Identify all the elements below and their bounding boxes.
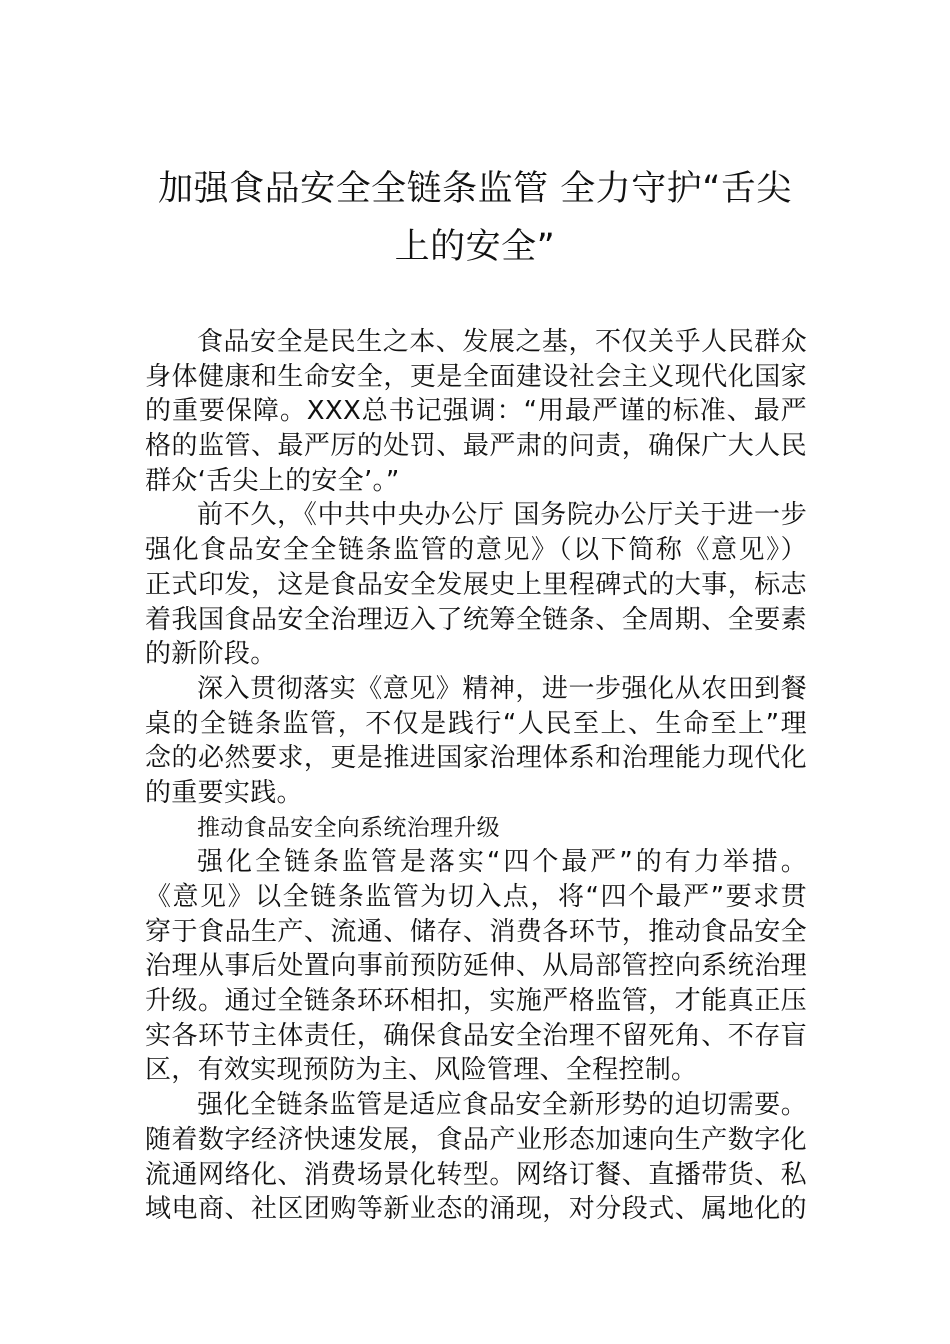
text-line: 升级。通过全链条环环相扣，实施严格监管，才能真正压 (145, 986, 807, 1017)
text-line: 强化食品安全全链条监管的意见》（以下简称《意见》） (145, 535, 807, 566)
text-line: 身体健康和生命安全，更是全面建设社会主义现代化国家 (145, 361, 807, 392)
text-line: 食品安全是民生之本、发展之基，不仅关乎人民群众 (197, 327, 807, 357)
paragraph-four-strictest (145, 845, 807, 1088)
paragraph-intro (145, 325, 807, 498)
title-line-1: 加强食品安全全链条监管 全力守护“舌尖 (158, 169, 792, 209)
text-line: 《意见》以全链条监管为切入点，将“四个最严”要求贯 (145, 882, 807, 912)
text-line: 前不久，《中共中央办公厅 国务院办公厅关于进一步 (197, 500, 807, 531)
title-line-2: 上的安全” (394, 227, 556, 267)
section-heading-text: 推动食品安全向系统治理升级 (197, 814, 500, 841)
text-line: 的重要实践。 (145, 777, 303, 808)
text-line: 正式印发，这是食品安全发展史上里程碑式的大事，标志 (145, 569, 807, 600)
text-line: 域电商、社区团购等新业态的涌现，对分段式、属地化的 (145, 1194, 807, 1225)
document-title (140, 160, 810, 276)
section-heading (145, 811, 807, 846)
text-line: 流通网络化、消费场景化转型。网络订餐、直播带货、私 (145, 1159, 807, 1190)
text-line: 实各环节主体责任，确保食品安全治理不留死角、不存盲 (145, 1020, 807, 1051)
text-line: 桌的全链条监管，不仅是践行“人民至上、生命至上”理 (145, 708, 807, 739)
text-line: 穿于食品生产、流通、储存、消费各环节，推动食品安全 (145, 916, 807, 947)
text-line: 强化全链条监管是落实“四个最严”的有力举措。 (197, 847, 807, 878)
text-line: 治理从事后处置向事前预防延伸、从局部管控向系统治理 (145, 951, 807, 982)
paragraph-implement (145, 672, 807, 811)
paragraph-opinion (145, 498, 807, 671)
text-line: 的新阶段。 (145, 639, 277, 670)
text-line: 深入贯彻落实《意见》精神，进一步强化从农田到餐 (197, 673, 807, 704)
text-line: 随着数字经济快速发展，食品产业形态加速向生产数字化 (145, 1124, 807, 1155)
text-line: 强化全链条监管是适应食品安全新形势的迫切需要。 (197, 1090, 807, 1121)
paragraph-new-situation (145, 1088, 807, 1227)
text-line: 格的监管、最严厉的处罚、最严肃的问责，确保广大人民 (145, 431, 807, 462)
text-line: 区，有效实现预防为主、风险管理、全程控制。 (145, 1055, 698, 1086)
text-line: 的重要保障。XXX总书记强调：“用最严谨的标准、最严 (145, 396, 807, 427)
text-line: 着我国食品安全治理迈入了统筹全链条、全周期、全要素 (145, 604, 807, 635)
text-line: 念的必然要求，更是推进国家治理体系和治理能力现代化 (145, 743, 807, 774)
text-line: 群众‘舌尖上的安全’。” (145, 465, 400, 496)
document-body (145, 325, 807, 1227)
